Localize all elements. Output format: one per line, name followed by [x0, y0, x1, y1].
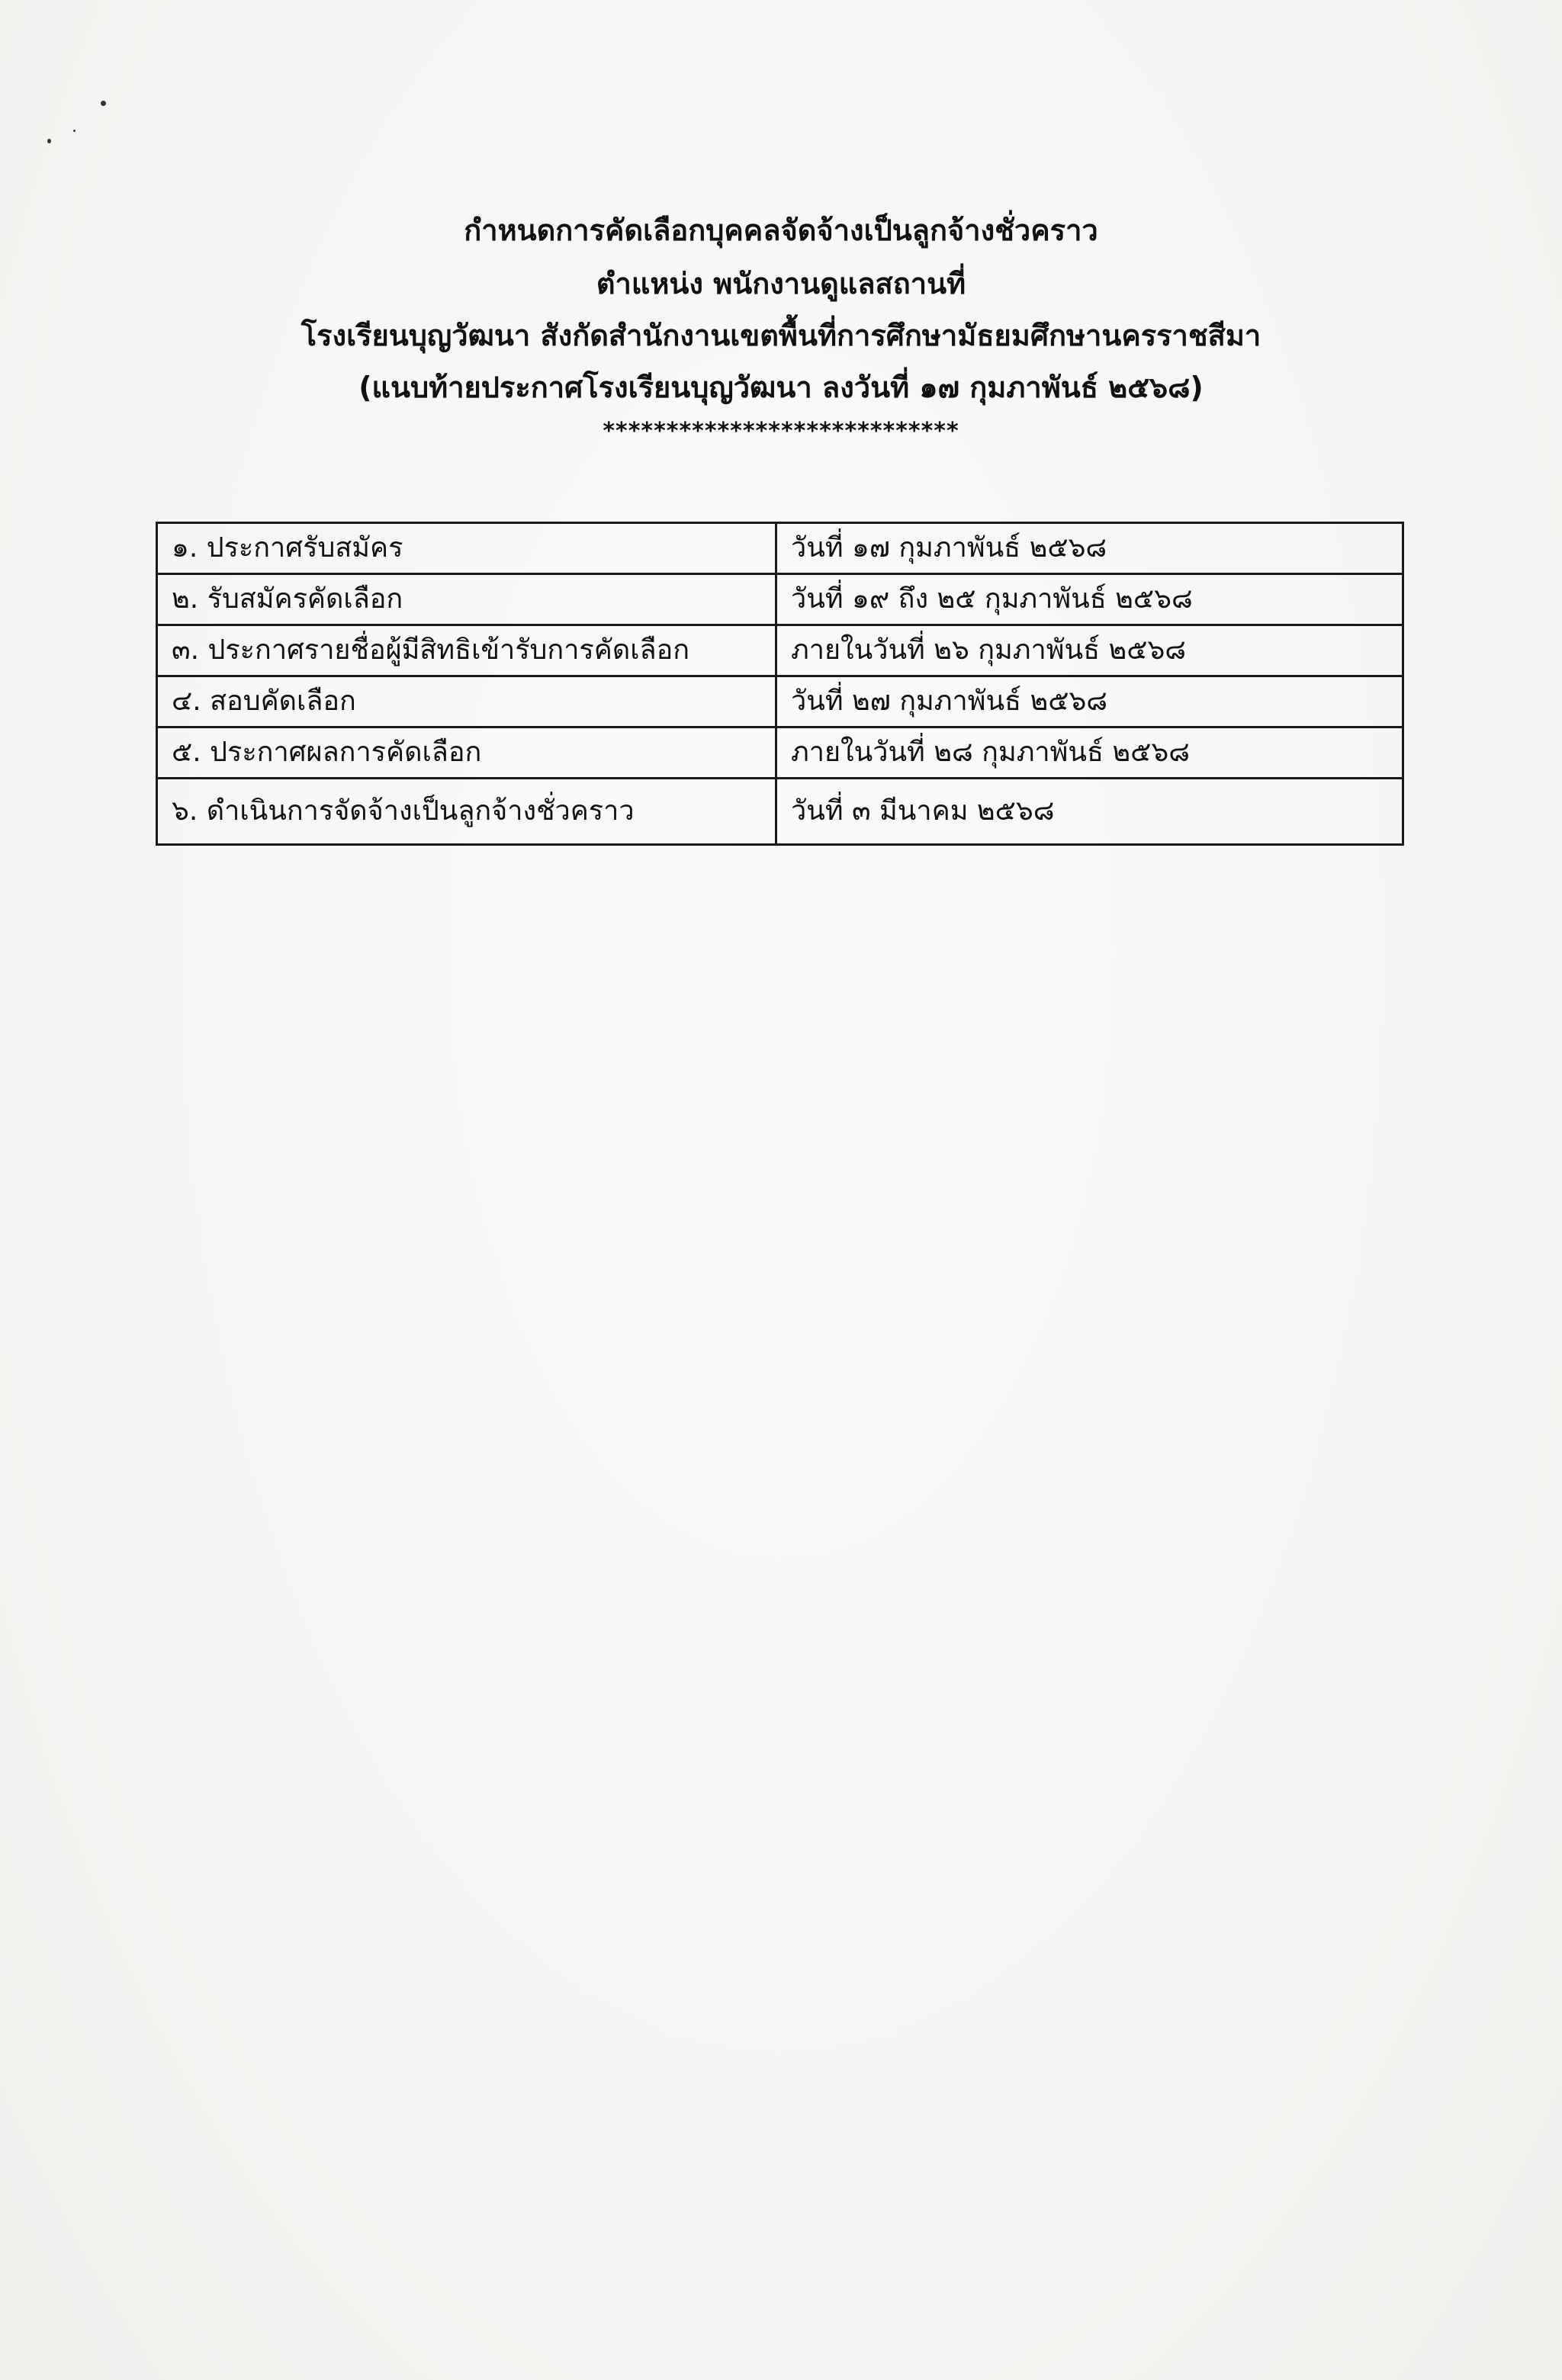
schedule-table [156, 522, 1404, 846]
school-name: โรงเรียนบุญวัฒนา สังกัดสำนักงานเขตพื้นที่การศึกษามัธยมศึกษานครราชสีมา [301, 319, 1261, 352]
announcement-reference: (แนบท้ายประกาศโรงเรียนบุญวัฒนา ลงวันที่ ๑๗ กุมภาพันธ์ ๒๕๖๘) [358, 371, 1204, 404]
document-title: กำหนดการคัดเลือกบุคคลจัดจ้างเป็นลูกจ้างชั่วคราว [464, 214, 1098, 247]
activity-cell: ๔. สอบคัดเลือก [157, 676, 776, 727]
table-row [157, 727, 1403, 779]
position-title: ตำแหน่ง พนักงานดูแลสถานที่ [596, 267, 966, 300]
activity-cell: ๓. ประกาศรายชื่อผู้มีสิทธิเข้ารับการคัดเลือก [157, 625, 776, 676]
date-cell: วันที่ ๑๗ กุมภาพันธ์ ๒๕๖๘ [776, 523, 1403, 574]
date-cell: วันที่ ๒๗ กุมภาพันธ์ ๒๕๖๘ [776, 676, 1403, 727]
table-row [157, 574, 1403, 625]
date-cell: วันที่ ๑๙ ถึง ๒๕ กุมภาพันธ์ ๒๕๖๘ [776, 574, 1403, 625]
table-row [157, 625, 1403, 676]
table-row [157, 779, 1403, 845]
activity-cell: ๑. ประกาศรับสมัคร [157, 523, 776, 574]
date-cell: วันที่ ๓ มีนาคม ๒๕๖๘ [776, 779, 1403, 845]
activity-cell: ๖. ดำเนินการจัดจ้างเป็นลูกจ้างชั่วคราว [157, 779, 776, 845]
scan-speck [47, 139, 51, 143]
scan-speck [73, 130, 76, 132]
date-cell: ภายในวันที่ ๒๘ กุมภาพันธ์ ๒๕๖๘ [776, 727, 1403, 779]
activity-cell: ๕. ประกาศผลการคัดเลือก [157, 727, 776, 779]
separator-line: **************************** [603, 418, 959, 445]
table-row [157, 676, 1403, 727]
date-cell: ภายในวันที่ ๒๖ กุมภาพันธ์ ๒๕๖๘ [776, 625, 1403, 676]
scan-speck [101, 101, 106, 106]
table-row [157, 523, 1403, 574]
activity-cell: ๒. รับสมัครคัดเลือก [157, 574, 776, 625]
